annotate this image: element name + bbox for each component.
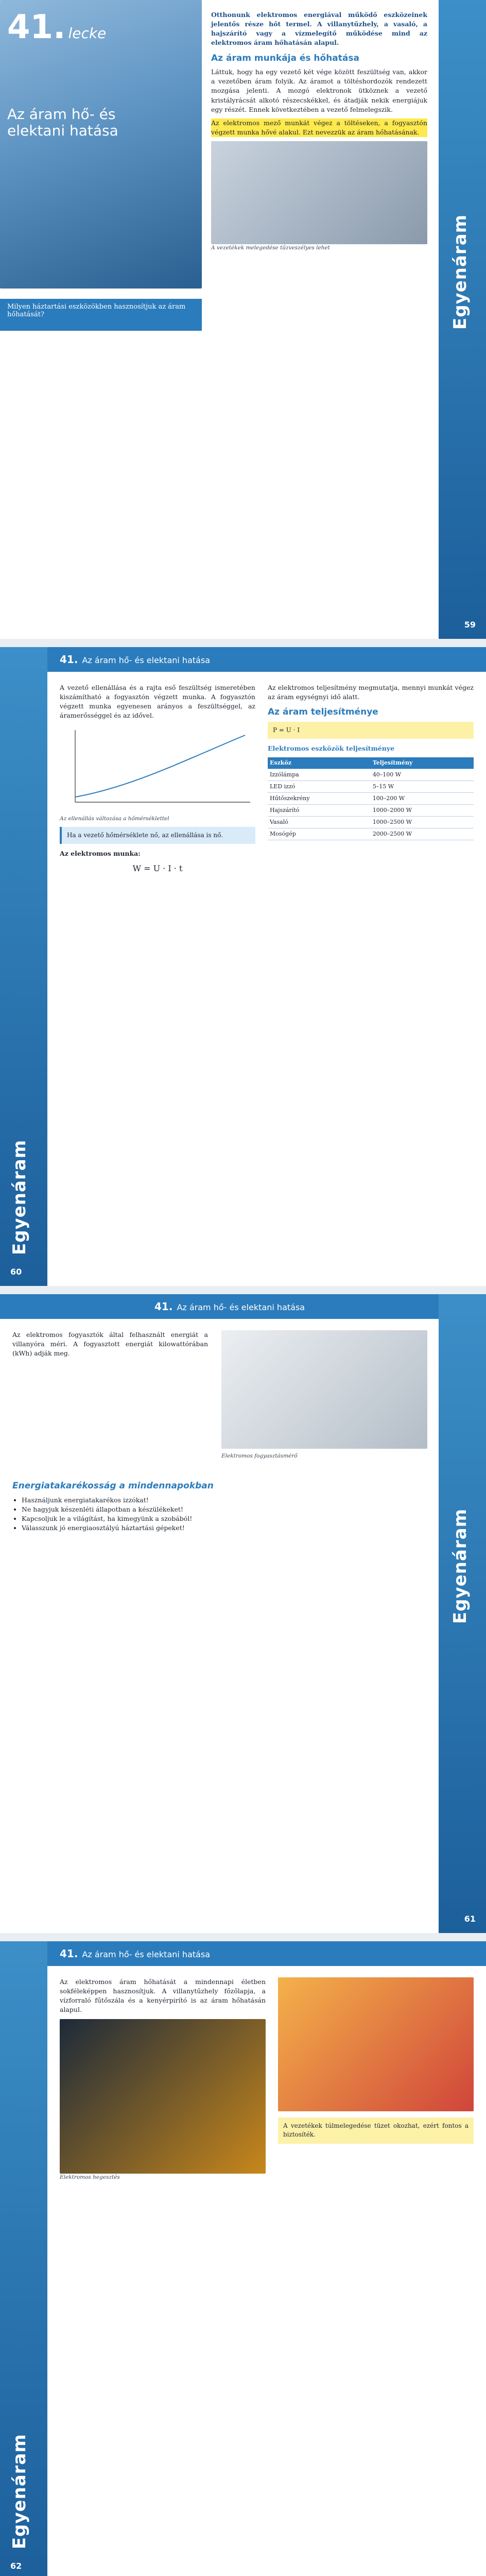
body-left: A vezető ellenállása és a rajta eső feszültség ismeretében kiszámítható a fogyasztón végzett munka. A fogyasztón végzett munka egyenesen arányos a feszültséggel, az áramerősséggel és az idővel. — [60, 684, 255, 720]
section-title: Energiatakarékosság a mindennapokban — [12, 1481, 214, 1491]
header-title: Az áram hő- és elektani hatása — [177, 1302, 305, 1312]
left-column — [60, 683, 255, 879]
table-cell: 100–200 W — [371, 793, 474, 805]
formula-box — [268, 722, 474, 739]
section-title: Az áram teljesítménye — [268, 707, 378, 718]
page-header — [47, 647, 486, 672]
formula: W = U · I · t — [132, 863, 183, 874]
page-number: 59 — [464, 620, 476, 630]
table-cell: Hajszárító — [268, 805, 371, 817]
table-row — [268, 769, 474, 781]
sidebar — [439, 1294, 486, 1933]
resistance-chart — [60, 725, 255, 812]
lesson-number: 41. — [7, 8, 66, 46]
table-row — [268, 805, 474, 817]
table-cell: Vasaló — [268, 817, 371, 828]
list-item: • Ne hagyjuk készenléti állapotban a készülékeket! — [22, 1505, 427, 1514]
wires-image — [211, 141, 427, 244]
warning-text: A vezetékek túlmelegedése tüzet okozhat, ezért fontos a biztosíték. — [283, 2122, 468, 2139]
info-box-text: Ha a vezető hőmérséklete nő, az ellenállása is nő. — [67, 831, 223, 839]
header-number: 41. — [154, 1300, 173, 1313]
header-title: Az áram hő- és elektani hatása — [82, 1950, 211, 1959]
body-text: Az elektromos áram hőhatását a mindennapi életben sokféleképpen hasznosítjuk. A villanytűzhely főzőlapja, a vízforraló fűtőszála és a kenyérpirító is az áram hőhatásán alapul. — [60, 1978, 266, 2014]
page-number: 62 — [10, 2561, 22, 2571]
table-cell: 2000–2500 W — [371, 828, 474, 840]
body-text: Láttuk, hogy ha egy vezető két vége között feszültség van, akkor a vezetőben áram folyik. Az áramot a töltéshordozók rendezett mozgása jelenti. A mozgó elektronok ütköznek a vezető kristályrácsát alkotó részecskékkel, és átadják nekik energiájuk egy részét. Ennek következtében a vezető felmelegszik. — [211, 68, 427, 113]
question-box — [0, 299, 202, 331]
body-right: Az elektromos teljesítmény megmutatja, mennyi munkát végez az áram egységnyi idő alatt. — [268, 684, 474, 701]
table-cell: 40–100 W — [371, 769, 474, 781]
welding-image — [60, 2019, 266, 2174]
table-cell: Izzólámpa — [268, 769, 371, 781]
right-column — [278, 1977, 474, 2149]
page-61 — [0, 1294, 486, 1933]
header-number: 41. — [60, 653, 78, 666]
table-header-power: Teljesítmény — [371, 757, 474, 769]
highlight-text: Az elektromos mező munkát végez a töltéseken, a fogyasztón végzett munka hővé alakul. Ezt nevezzük az áram hőhatásának. — [211, 118, 427, 137]
left-column — [60, 1977, 266, 2185]
right-column — [268, 683, 474, 843]
intro-column — [211, 10, 427, 256]
page-59 — [0, 0, 486, 639]
list-item: • Használjunk energiatakarékos izzókat! — [22, 1496, 427, 1505]
table-row — [268, 793, 474, 805]
table-row — [268, 781, 474, 793]
table-title: Elektromos eszközök teljesítménye — [268, 744, 395, 753]
page-number: 61 — [464, 1914, 476, 1924]
section-title: Az áram munkája és hőhatása — [211, 53, 359, 63]
page-header — [0, 1294, 439, 1319]
sidebar-label: Egyenáram — [9, 1139, 30, 1255]
warning-box — [278, 2117, 474, 2144]
table-cell: 1000–2000 W — [371, 805, 474, 817]
lesson-word: lecke — [68, 25, 107, 42]
sidebar-label: Egyenáram — [9, 2433, 30, 2549]
page-header — [47, 1941, 486, 1966]
table-row — [268, 828, 474, 840]
list-item: • Válasszunk jó energiaosztályú háztartási gépeket! — [22, 1523, 427, 1533]
sidebar — [0, 647, 47, 1286]
sidebar — [439, 0, 486, 639]
header-number: 41. — [60, 1947, 78, 1960]
info-box — [60, 827, 255, 844]
page-60 — [0, 647, 486, 1286]
formula-title: Az elektromos munka: — [60, 850, 141, 858]
table-cell: 1000–2500 W — [371, 817, 474, 828]
left-column — [12, 1330, 208, 1362]
list-item: • Kapcsoljuk le a világítást, ha kimegyünk a szobából! — [22, 1514, 427, 1523]
page-number: 60 — [10, 1267, 22, 1277]
table-header-device: Eszköz — [268, 757, 371, 769]
power-table — [268, 757, 474, 840]
sidebar-label: Egyenáram — [450, 1508, 471, 1624]
meter-image — [221, 1330, 427, 1449]
sidebar — [0, 1941, 47, 2576]
wires-caption: A vezetékek melegedése tűzveszélyes lehet — [211, 245, 330, 251]
table-cell: Hűtőszekrény — [268, 793, 371, 805]
body-text: Az elektromos fogyasztók által felhasznált energiát a villanyóra méri. A fogyasztott energiát kilowattórában (kWh) adják meg. — [12, 1331, 208, 1358]
table-row — [268, 817, 474, 828]
energy-section — [12, 1480, 427, 1533]
lesson-title: Az áram hő- és elektani hatása — [7, 106, 118, 140]
heater-image — [278, 1977, 474, 2111]
header-title: Az áram hő- és elektani hatása — [82, 655, 211, 665]
intro-text: Otthonunk elektromos energiával működő eszközeinek jelentős része hőt termel. A villanytűzhely, a vasaló, a hajszárító vagy a vízmelegítő működése mind az elektromos áram hőhatásán alapul. — [211, 11, 427, 47]
page-62 — [0, 1941, 486, 2576]
table-cell: Mosógép — [268, 828, 371, 840]
table-cell: LED izzó — [268, 781, 371, 793]
welding-caption: Elektromos hegesztés — [60, 2174, 120, 2180]
sidebar-label: Egyenáram — [450, 214, 471, 330]
tips-list — [12, 1496, 427, 1533]
formula-2: P = U · I — [273, 726, 300, 734]
question-text: Milyen háztartási eszközökben hasznosítjuk az áram hőhatását? — [7, 303, 186, 318]
meter-caption: Elektromos fogyasztásmérő — [221, 1453, 298, 1459]
lesson-badge — [7, 8, 106, 46]
table-cell: 5–15 W — [371, 781, 474, 793]
chart-caption: Az ellenállás változása a hőmérséklettel — [60, 815, 169, 822]
